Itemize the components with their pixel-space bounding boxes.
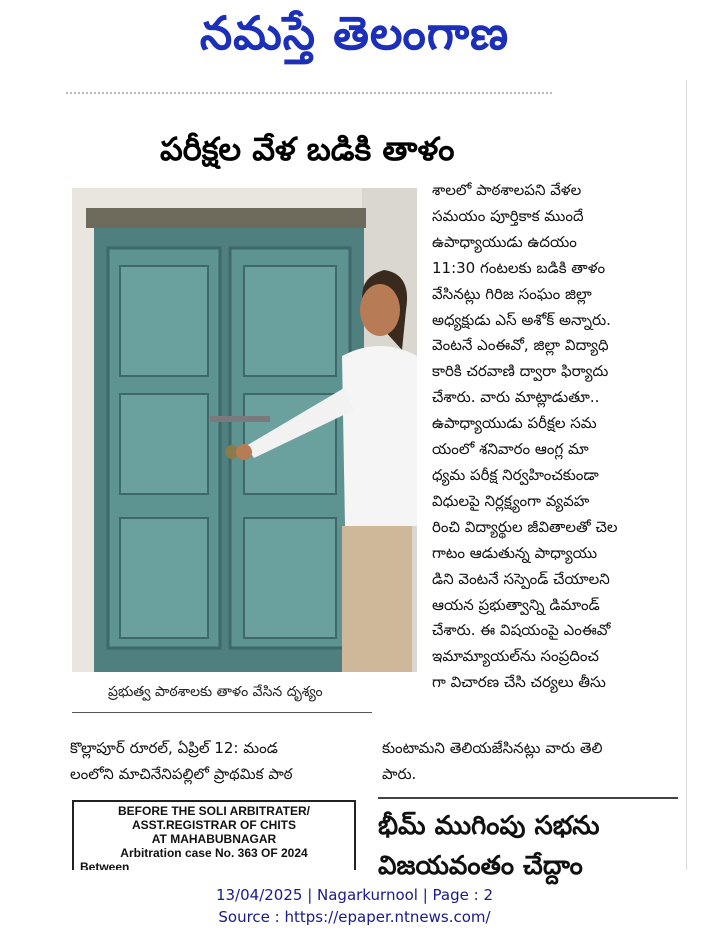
article-lead — [70, 736, 293, 788]
column-line: విధులపై నిర్లక్ష్యంగా వ్యవహ — [432, 491, 590, 510]
notice-line: AT MAHABUBNAGAR — [151, 832, 277, 846]
column-line: సమయం పూర్తికాక ముందే — [432, 206, 584, 225]
column-line: ధ్యమ పరీక్ష నిర్వహించకుండా — [432, 465, 599, 484]
arbitration-notice — [72, 800, 356, 870]
next-headline-line: విజయవంతం చేద్దాం — [378, 851, 583, 881]
column-line: ఇమామ్యాయల్‌ను సంప్రదించ — [432, 647, 599, 666]
footer-date-line: 13/04/2025 | Nagarkurnool | Page : 2 — [215, 886, 494, 904]
column-line: 11:30 గంటలకు బడికి తాళం — [432, 258, 606, 277]
article-photo — [72, 188, 417, 672]
article-column — [432, 178, 666, 696]
lead-line: లంలోని మాచినేనిపల్లిలో ప్రాథమిక పాఠ — [70, 764, 293, 783]
masthead — [0, 0, 709, 80]
notice-between: Between — [80, 860, 130, 870]
photo-caption: ప్రభుత్వ పాఠశాలకు తాళం వేసిన దృశ్యం — [108, 684, 323, 700]
column-line: గాటం ఆడుతున్న పాధ్యాయు — [432, 543, 598, 562]
newspaper-title: నమస్తే తెలంగాణ — [199, 6, 510, 60]
column-divider — [686, 80, 687, 870]
notice-line: BEFORE THE SOLI ARBITRATER/ — [118, 804, 310, 818]
article-ending — [382, 736, 672, 788]
column-line: డిని వెంటనే సస్పెండ్ చేయాలని — [432, 569, 610, 588]
caption-rule — [72, 712, 372, 713]
ending-line: పారు. — [382, 764, 417, 783]
locked-door-image — [72, 188, 417, 672]
ending-line: కుంటామని తెలియజేసినట్లు వారు తెలి — [382, 739, 603, 757]
next-headline-line: భీమ్ ముగింపు సభను — [378, 811, 600, 841]
column-line: చేశారు. ఈ విషయంపై ఎంఈవో — [432, 621, 611, 640]
notice-line: Arbitration case No. 363 OF 2024 — [120, 846, 308, 860]
column-line: వెంటనే ఎంఈవో, జిల్లా విద్యాధి — [432, 336, 609, 355]
next-article-headline — [378, 806, 678, 886]
column-line: గా విచారణ చేసి చర్యలు తీసు — [432, 673, 606, 692]
footer-source-line: Source : https://epaper.ntnews.com/ — [218, 908, 491, 926]
article-headline: పరీక్షల వేళ బడికి తాళం — [160, 130, 455, 168]
column-line: వేసినట్లు గిరిజ సంఘం జిల్లా — [432, 284, 592, 303]
next-article-rule — [378, 797, 678, 799]
cut-text-strip — [66, 92, 552, 108]
column-line: యంలో శనివారం ఆంగ్ల మా — [432, 440, 589, 459]
column-line: శాలలో పాఠశాలపని వేళల — [432, 181, 582, 199]
notice-line: ASST.REGISTRAR OF CHITS — [131, 818, 296, 832]
page-footer — [0, 884, 709, 928]
column-line: ఉపాధ్యాయుడు ఉదయం — [432, 232, 577, 251]
column-line: కారికి చరవాణి ద్వారా ఫిర్యాదు — [432, 362, 609, 381]
lead-line: కొల్లాపూర్ రూరల్, ఏప్రిల్ 12: మండ — [70, 739, 278, 757]
column-line: చేశారు. వారు మాట్లాడుతూ.. — [432, 388, 600, 407]
column-line: రించి విద్యార్థుల జీవితాలతో చెల — [432, 517, 618, 536]
column-line: ఆయన ప్రభుత్వాన్ని డిమాండ్ — [432, 595, 600, 614]
column-line: ఉపాధ్యాయుడు పరీక్షల సమ — [432, 414, 597, 433]
column-line: అధ్యక్షుడు ఎస్ అశోక్ అన్నారు. — [432, 310, 611, 329]
